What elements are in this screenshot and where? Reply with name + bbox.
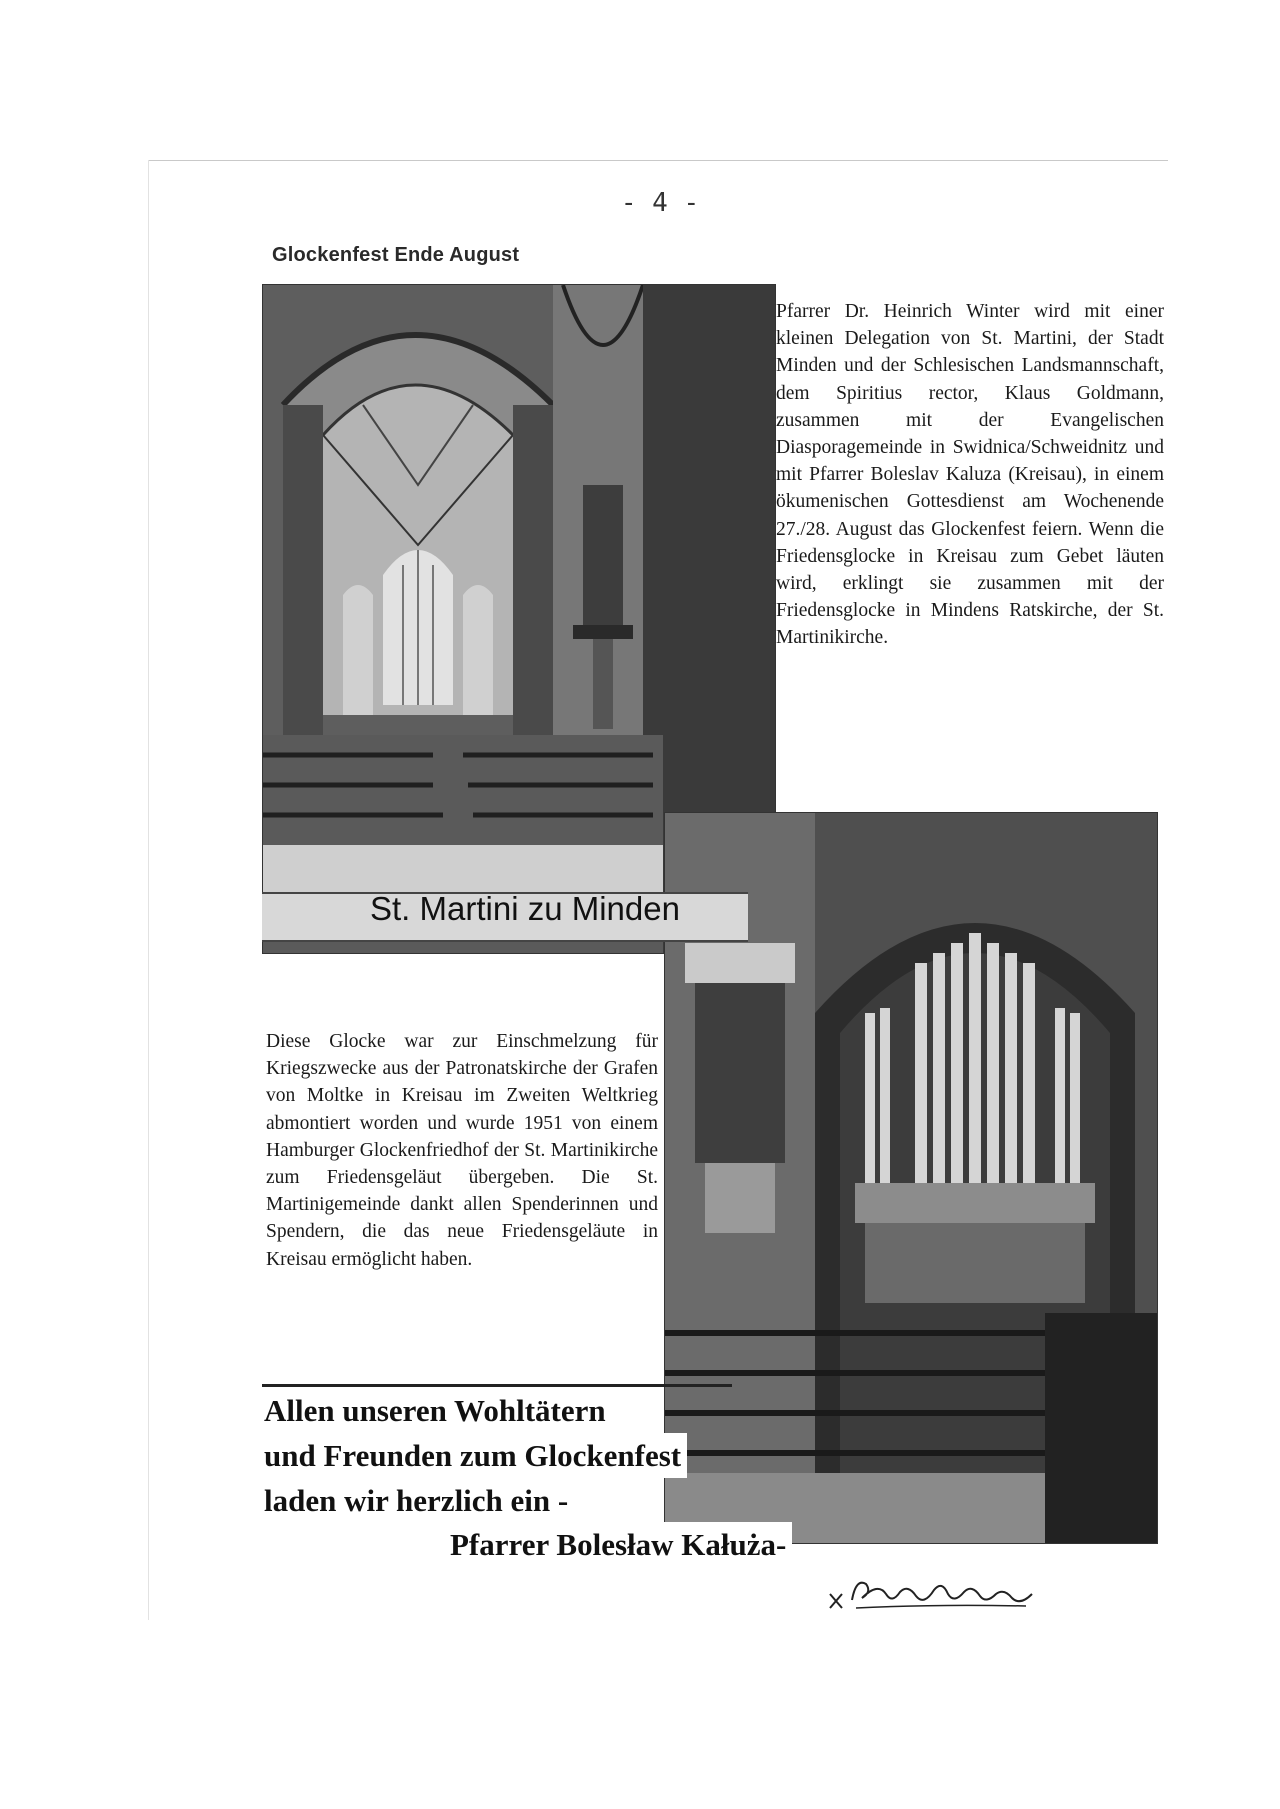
closing-line-3: laden wir herzlich ein -: [264, 1478, 568, 1523]
closing-line-2: und Freunden zum Glockenfest: [264, 1433, 687, 1478]
scan-edge-top: [148, 160, 1168, 161]
article-paragraph: Diese Glocke war zur Einschmelzung für Kriegszwecke aus der Patronatskirche der Grafen von Moltke in Kreisau im Zweiten Weltkrieg abmontiert worden und wurde 1951 von einem Hamburger Glockenfriedhof der St. Martinikirche zum Friedensgeläut übergeben. Die St. Martinigemeinde dankt allen Spenderinnen und Spendern, die das neue Friedensgeläute in Kreisau ermöglicht haben.: [266, 1031, 658, 1270]
divider-rule: [262, 1384, 732, 1387]
photo-caption: St. Martini zu Minden: [370, 890, 680, 927]
article-paragraph: Pfarrer Dr. Heinrich Winter wird mit einer kleinen Delegation von St. Martini, der Stadt Minden und der Schlesischen Landsmannschaft, dem Spiritius rector, Klaus Goldmann, zusammen mit der Evangelischen Diasporagemeinde in Swidnica/Schweidnitz und mit Pfarrer Boleslav Kaluza (Kreisau), in einem ökumenischen Gottesdienst am Wochenende 27./28. August das Glockenfest feiern. Wenn die Friedensglocke in Kreisau zum Gebet läuten wird, erklingt sie zusammen mit der Friedensglocke in Mindens Ratskirche, der St. Martinikirche.: [776, 301, 1164, 649]
handwritten-signature: [826, 1564, 1036, 1612]
article-column-left: [262, 1026, 662, 1279]
closing-line-1: Allen unseren Wohltätern: [264, 1388, 612, 1433]
closing-signoff: Pfarrer Bolesław Kałuża-: [450, 1522, 792, 1567]
page-number: - 4 -: [620, 188, 700, 218]
article-column-right: [776, 298, 1164, 652]
scan-edge-left: [148, 160, 149, 1620]
article-headline: Glockenfest Ende August: [272, 244, 520, 266]
